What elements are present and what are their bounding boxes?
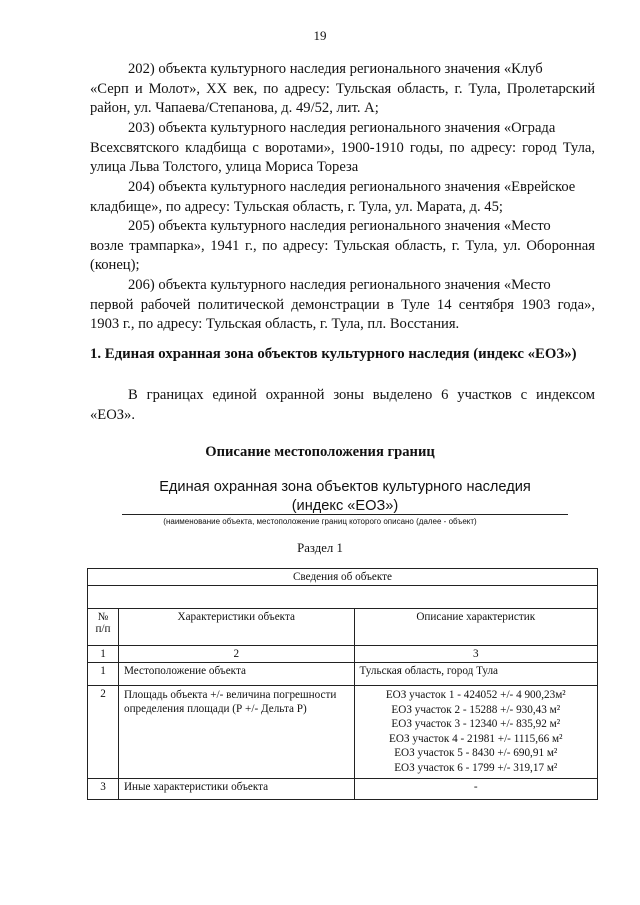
list-item: [90, 217, 595, 276]
object-info-table: [87, 568, 598, 800]
list-item-text: первой рабочей политической демонстрации в Туле 14 сентября 1903 года», 1903 г., по адресу: Тульская область, г. Тула, пл. Восстания.: [90, 296, 595, 333]
area-line: ЕОЗ участок 1 - 424052 +/- 4 900,23м²: [385, 689, 566, 701]
section-heading: 1. Единая охранная зона объектов культурного наследия (индекс «ЕОЗ»): [90, 346, 577, 362]
list-item-text: кладбище», по адресу: Тульская область, г. Тула, ул. Марата, д. 45;: [90, 198, 503, 215]
table-title: Сведения об объекте: [88, 569, 598, 586]
row-description-areas: [354, 686, 597, 779]
object-name-line: (индекс «ЕОЗ»): [291, 498, 399, 514]
section-label: Раздел 1: [297, 541, 343, 555]
area-line: ЕОЗ участок 6 - 1799 +/- 319,17 м²: [394, 761, 558, 774]
list-item-text: «Серп и Молот», XX век, по адресу: Тульская область, г. Тула, Пролетарский район, ул. Чапаева/Степанова, д. 49/52, лит. А;: [90, 80, 595, 117]
table-row: [88, 778, 598, 799]
list-item: [90, 119, 595, 178]
list-item-first-line: 204) объекта культурного наследия регионального значения «Еврейское: [128, 179, 576, 195]
list-item-first-line: 206) объекта культурного наследия регионального значения «Место: [128, 277, 551, 293]
list-item-first-line: 203) объекта культурного наследия регионального значения «Ограда: [128, 120, 556, 136]
table-row: [88, 686, 598, 779]
row-characteristic: Иные характеристики объекта: [118, 778, 354, 799]
body-paragraph: В границах единой охранной зоны выделено 6 участков с индексом «ЕОЗ».: [90, 387, 595, 423]
row-number: 2: [88, 686, 119, 779]
list-item: [90, 60, 595, 119]
row-characteristic: Местоположение объекта: [118, 663, 354, 686]
list-item-first-line: 202) объекта культурного наследия регионального значения «Клуб: [128, 61, 543, 77]
area-line: ЕОЗ участок 2 - 15288 +/- 930,43 м²: [391, 703, 561, 716]
row-number: 1: [88, 663, 119, 686]
table-header-characteristics: Характеристики объекта: [118, 609, 354, 646]
table-index-cell: 1: [88, 646, 119, 663]
area-line: ЕОЗ участок 4 - 21981 +/- 1115,66 м²: [389, 732, 563, 745]
area-line: ЕОЗ участок 3 - 12340 +/- 835,92 м²: [391, 718, 561, 731]
row-description: Тульская область, город Тула: [354, 663, 597, 686]
list-item: [90, 276, 595, 335]
row-number: 3: [88, 778, 119, 799]
table-spacer-row: [88, 586, 598, 609]
table-header-description: Описание характеристик: [354, 609, 597, 646]
object-name-line: Единая охранная зона объектов культурного наследия: [159, 479, 531, 495]
table-header-num: № п/п: [88, 609, 119, 646]
row-characteristic: Площадь объекта +/- величина погрешности определения площади (Р +/- Дельта Р): [118, 686, 354, 779]
list-item-text: Всехсвятского кладбища с воротами», 1900-1910 годы, по адресу: город Тула, улица Льва Толстого, улица Мориса Тореза: [90, 139, 595, 176]
object-name: [110, 478, 580, 516]
table-row: [88, 663, 598, 686]
list-item-first-line: 205) объекта культурного наследия регионального значения «Место: [128, 218, 551, 234]
object-name-underline: [122, 514, 568, 515]
table-index-cell: 3: [354, 646, 597, 663]
area-line: ЕОЗ участок 5 - 8430 +/- 690,91 м²: [394, 747, 558, 760]
object-caption: (наименование объекта, местоположение границ которого описано (далее - объект): [163, 517, 477, 526]
list-item: [90, 178, 595, 217]
row-description: -: [354, 778, 597, 799]
table-index-cell: 2: [118, 646, 354, 663]
boundary-description-heading: Описание местоположения границ: [205, 444, 435, 460]
page-number: 19: [313, 28, 327, 43]
list-item-text: возле трампарка», 1941 г., по адресу: Тульская область, г. Тула, ул. Оборонная (конец);: [90, 237, 595, 274]
